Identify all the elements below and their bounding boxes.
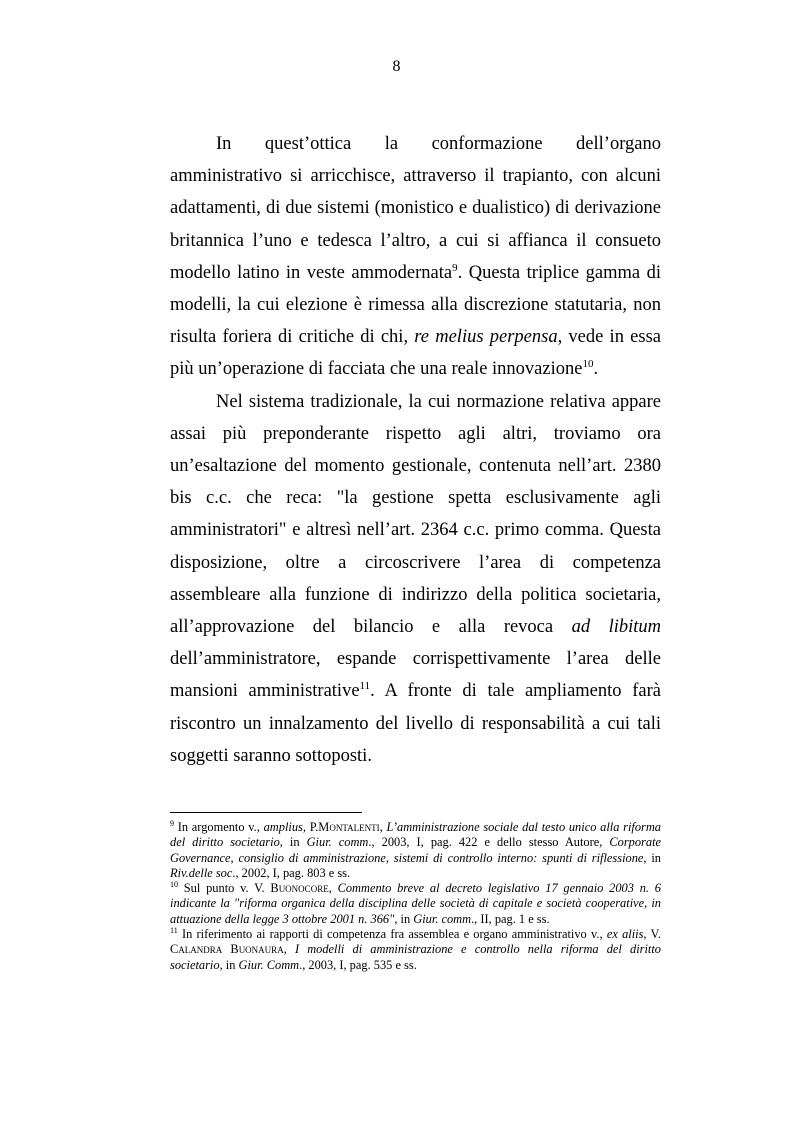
paragraph-1-text: . Questa triplice gamma di modelli, la cui elezione è rimessa alla discrezione statutaria, non risulta foriera di critiche di chi, [170,262,662,348]
footnote-9 [170,820,661,881]
author-name: ontalenti [329,820,380,834]
footnote-italic: Giur. Comm [238,957,300,972]
footnote-text: , in [219,957,239,972]
footnote-ref-10: 10 [582,358,594,371]
paragraph-1-text: In quest’ottica la conformazione dell’organo amministrativo si arricchisce, attraverso il trapianto, con alcuni adattamenti, di due sistemi (monistico e dualistico) di derivazione britannica l’uno e tedesca l’altro, a cui si affianca il consueto modello latino in veste ammodernata [170,134,661,283]
latin-phrase: re melius perpensa, [414,327,563,348]
paragraph-2 [170,386,661,772]
author-name: uonaura [238,942,284,957]
footnote-text: In argomento v., [174,820,264,834]
footnote-text: , [283,942,295,957]
footnote-text: ., 2003, I, pag. 422 e dello stesso Autore, [368,835,610,850]
footnote-ref-11: 11 [359,680,371,693]
footnote-text: ., 2003, I, pag. 535 e ss. [299,957,417,972]
footnote-text: , [379,820,387,834]
footnote-text: , [328,881,338,896]
footnote-11 [170,927,661,973]
footnotes [170,820,661,973]
footnote-text: , in [643,850,661,865]
footnote-italic: Riv.delle soc [170,865,233,880]
footnote-text: B [222,942,239,957]
paragraph-1-text: vede in essa più un’operazione di facciata che una reale innovazione [170,327,661,380]
footnote-italic: Commento breve al decreto legislativo 17 gennaio 2003 n. 6 indicante la "riforma organica della disciplina delle società di capitale e società cooperative, in attuazione della legge 3 ottobre 2001 n. 366" [170,881,661,926]
footnote-text: , P.M [302,820,330,834]
footnote-italic: ex aliis, [606,927,647,942]
body-text [170,128,661,772]
paragraph-1-text: . [593,359,599,380]
footnote-italic: Giur. comm [413,911,472,926]
author-name: uonocore [278,881,329,896]
footnote-text: , in [394,911,414,926]
footnote-number: 10 [170,880,178,890]
paragraph-2-text: dell’amministratore, espande corrispettivamente l’area delle mansioni amministrative [170,649,661,702]
paragraph-2-text: Nel sistema tradizionale, la cui normazione relativa appare assai più preponderante rispetto agli altri, troviamo ora un’esaltazione del momento gestionale, contenuta nell’art. 2380 bis c.c. che reca: "la gestione spetta esclusivamente agli amministratori" e altresì nell’art. 2364 c.c. primo comma. Questa disposizione, oltre a circoscrivere l’area di competenza assembleare alla funzione di indirizzo della politica societaria, all’approvazione del bilancio e alla revoca [170,391,661,638]
paragraph-1 [170,128,661,386]
footnote-ref-9: 9 [452,261,458,274]
footnote-italic: amplius [263,820,303,834]
footnote-number: 11 [170,925,178,935]
footnote-text: ., 2002, I, pag. 803 e ss. [232,865,351,880]
footnote-text: In riferimento ai rapporti di competenza fra assemblea e organo amministrativo v., [177,927,607,942]
latin-phrase: ad libitum [571,617,661,638]
page-number: 8 [392,58,401,75]
footnote-italic: L’amministrazione sociale dal testo unico alla riforma del diritto societario [170,820,662,850]
footnote-text: , in [279,835,307,850]
footnote-italic: Corporate Governance, consiglio di amministrazione, sistemi di controllo interno: spunti di riflessione [170,835,662,865]
paragraph-2-text: . A fronte di tale ampliamento farà riscontro un innalzamento del livello di responsabilità a cui tali soggetti saranno sottoposti. [170,681,661,766]
footnote-italic: I modelli di amministrazione e controllo nella riforma del diritto societario [170,942,661,972]
footnote-text: V. C [170,927,661,957]
footnote-number: 9 [170,818,174,828]
footnote-italic: Giur. comm [306,835,369,850]
footnote-text: Sul punto v. V. B [178,881,279,896]
footnote-separator [170,812,362,813]
footnote-text: ., II, pag. 1 e ss. [471,911,550,926]
footnote-10 [170,881,661,927]
author-name: alandra [178,942,223,957]
